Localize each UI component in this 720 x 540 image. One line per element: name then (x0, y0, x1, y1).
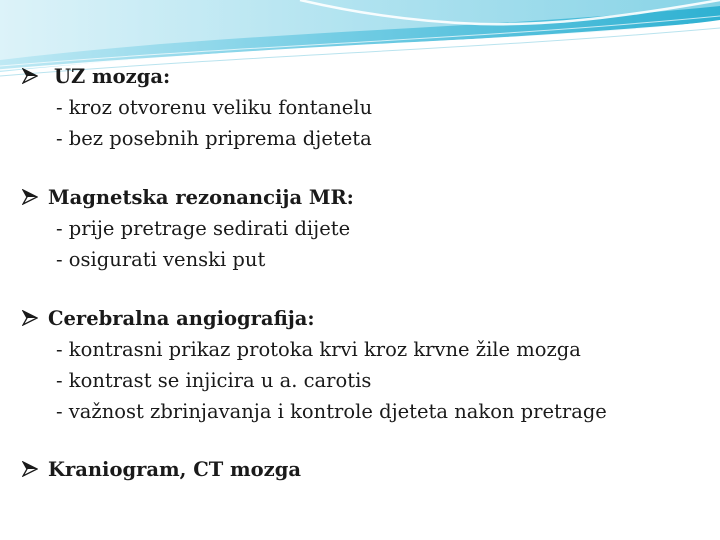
section-uz-mozga (22, 62, 712, 154)
section-line: - osigurati venski put (56, 248, 266, 271)
section-magnetska-rezonancija (22, 183, 712, 275)
slide-content (22, 62, 712, 485)
arrow-bullet-icon (22, 461, 38, 477)
section-kraniogram (22, 455, 712, 485)
section-cerebralna-angiografija (22, 304, 712, 427)
arrow-bullet-icon (22, 310, 38, 326)
arrow-bullet-icon (22, 68, 38, 84)
section-line: - kroz otvorenu veliku fontanelu (56, 96, 373, 119)
section-line: - bez posebnih priprema djeteta (56, 127, 372, 150)
section-heading: Magnetska rezonancija MR: (48, 186, 354, 209)
section-line: - kontrast se injicira u a. carotis (56, 369, 372, 392)
arrow-bullet-icon (22, 189, 38, 205)
section-heading: Kraniogram, CT mozga (48, 458, 302, 481)
section-heading: Cerebralna angiografija: (48, 307, 315, 330)
section-line: - kontrasni prikaz protoka krvi kroz krvne žile mozga (56, 338, 581, 361)
section-heading: UZ mozga: (54, 65, 171, 88)
section-line: - važnost zbrinjavanja i kontrole djeteta nakon pretrage (56, 400, 607, 423)
section-line: - prije pretrage sedirati dijete (56, 217, 351, 240)
